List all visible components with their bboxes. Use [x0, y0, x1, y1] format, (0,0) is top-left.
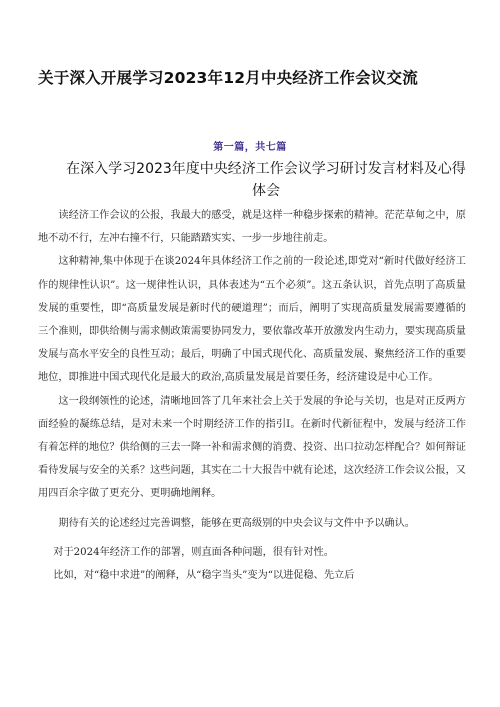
paragraph-6: 比如，对“稳中求进”的阐释，从“稳字当头”变为“以进促稳、先立后 [53, 570, 355, 582]
paragraph-4: 期待有关的论述经过完善调整，能够在更高级别的中央会议与文件中予以确认。 [58, 517, 415, 529]
paragraph-5: 对于2024年经济工作的部署，则直面各种问题，很有针对性。 [53, 546, 334, 558]
paragraph-1: 读经济工作会议的公报，我最大的感受，就是这样一种稳步探索的精神。茫茫草甸之中，原地不动不行，左冲右撞不行，只能踏踏实实、一步一步地往前走。 [38, 210, 466, 245]
document-title: 关于深入开展学习2023年12月中央经济工作会议交流 [38, 69, 418, 87]
section-title: 在深入学习2023年度中央经济工作会议学习研讨发言材料及心得体会 [66, 161, 466, 199]
paragraph-3: 这一段纲领性的论述，清晰地回答了几年来社会上关于发展的争论与关切，也是对正反两方面经验的凝练总结，是对未来一个时期经济工作的指引Ⅰ。在新时代新征程中，发展与经济工作有着怎样的地位？供给侧的三去一降一补和需求侧的消费、投资、出口拉动怎样配合？如何辩证看待发展与安全的关系？这些问题，其实在二十大报告中就有论述，这次经济工作会议公报，又用四百余字做了更充分、更明确地阐释。 [38, 395, 466, 500]
body-text [38, 204, 466, 587]
paragraph-2: 这种精神,集中体现于在谈2024年具体经济工作之前的一段论述,即党对“新时代做好经济工作的规律性认识”。这一规律性认识，具体表述为“五个必须”。这五条认识，首先点明了高质量发展的重要性，即“高质量发展是新时代的硬道理”；而后，阐明了实现高质量发展需要遵循的三个准则，即供给侧与需求侧政策需要协同发力，要依靠改革开放激发内生动力，要实现高质量发展与高水平安全的良性互动；最后，明确了中国式现代化、高质量发展、聚焦经济工作的重要地位，即推进中国式现代化是最大的政治,高质量发展是首要任务，经济建设是中心工作。 [38, 256, 466, 384]
part-label: 第一篇，共七篇 [213, 142, 287, 153]
